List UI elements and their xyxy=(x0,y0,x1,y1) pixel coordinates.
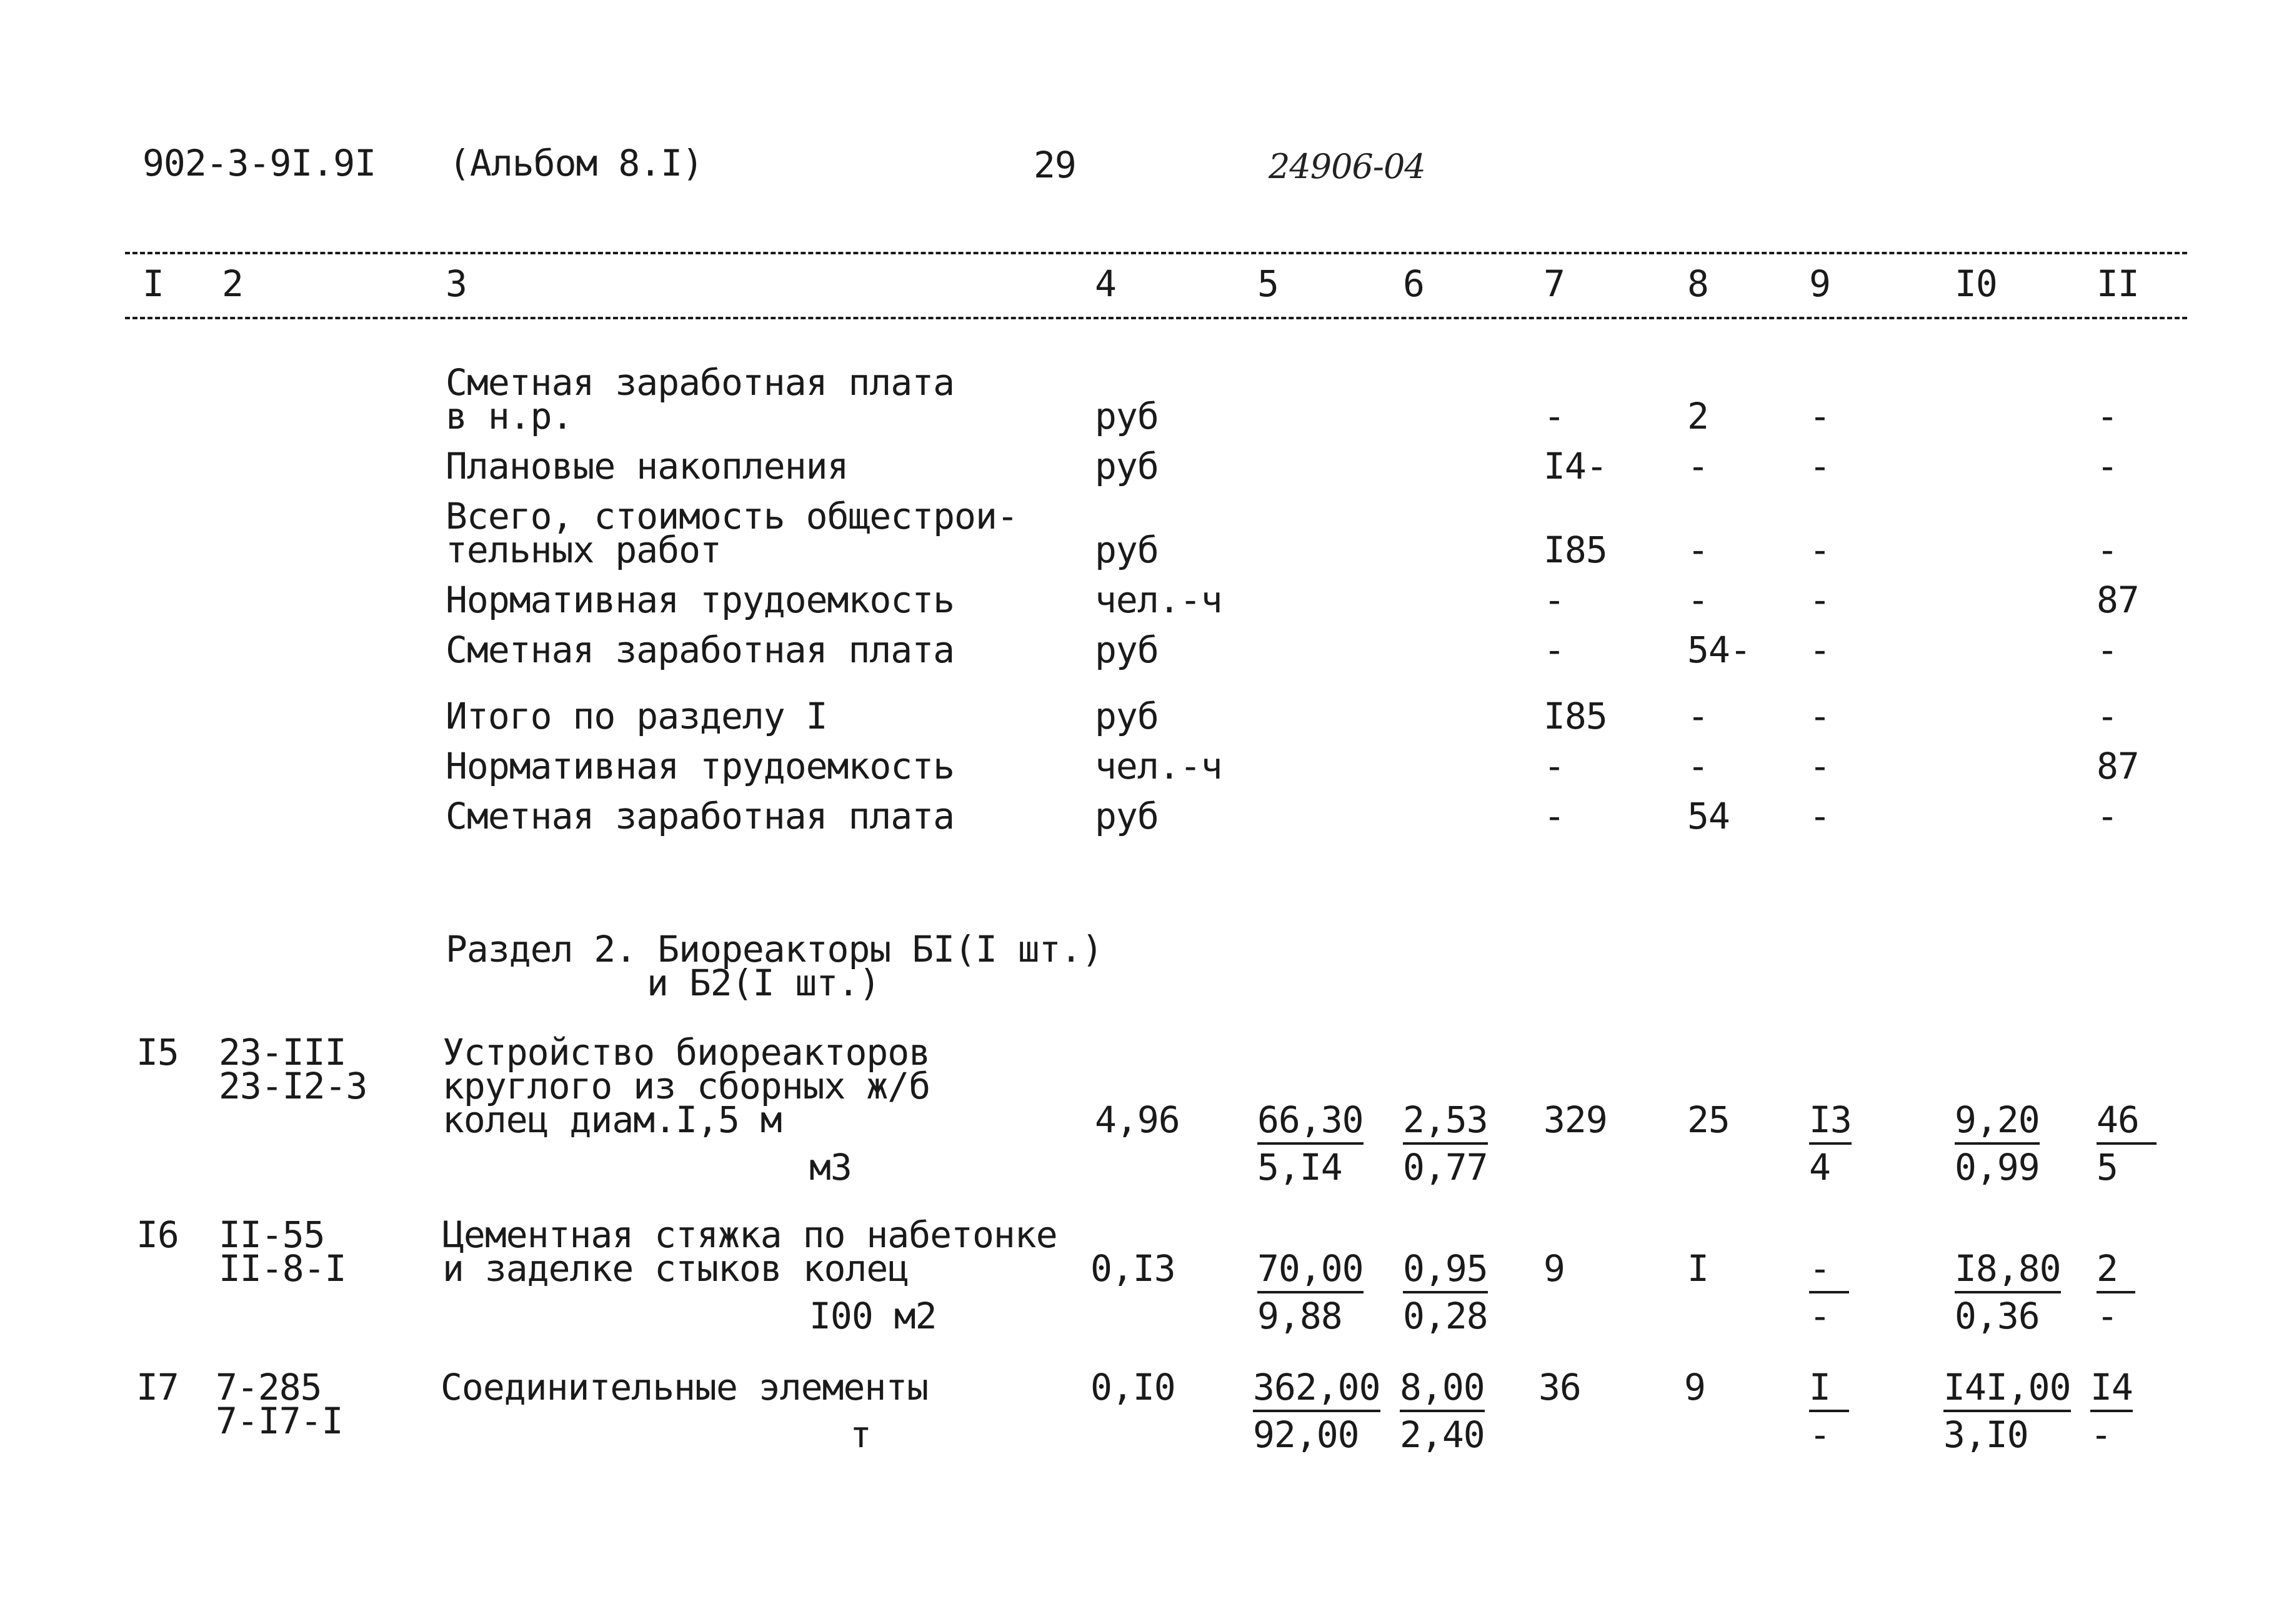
item-name: Соединительные элементы xyxy=(441,1366,929,1408)
row-c11: - xyxy=(2097,445,2118,487)
col-header-7: 7 xyxy=(1543,262,1565,305)
item-c11-value: I4 xyxy=(2090,1366,2133,1412)
row-c11: - xyxy=(2097,795,2118,837)
col-header-1: I xyxy=(142,262,164,305)
item-c5-top xyxy=(1253,1366,1380,1408)
row-c9: - xyxy=(1809,445,1830,487)
item-c10-top xyxy=(1943,1366,2071,1408)
item-c6-value: 8,00 xyxy=(1400,1366,1485,1412)
row-c9: - xyxy=(1809,579,1830,621)
item-c6-top xyxy=(1403,1247,1488,1290)
item-c10-top xyxy=(1955,1247,2061,1290)
item-unit: I00 м2 xyxy=(809,1295,937,1337)
item-code-alt: II-8-I xyxy=(219,1247,346,1290)
row-c9: - xyxy=(1809,629,1830,671)
item-c11-top xyxy=(2090,1366,2133,1408)
row-c8: - xyxy=(1687,695,1708,737)
item-c9-value: - xyxy=(1809,1247,1849,1293)
item-code: 7-285 xyxy=(216,1366,322,1408)
col-header-4: 4 xyxy=(1095,262,1116,305)
item-c9-value: I xyxy=(1809,1366,1849,1412)
item-c10-value: I8,80 xyxy=(1955,1247,2061,1293)
col-header-6: 6 xyxy=(1403,262,1424,305)
row-name: Нормативная трудоемкость xyxy=(446,579,955,621)
item-c10-bottom: 0,99 xyxy=(1955,1146,2040,1188)
row-c8: - xyxy=(1687,445,1708,487)
row-c7: I85 xyxy=(1543,695,1607,737)
item-quantity: 0,I3 xyxy=(1090,1247,1175,1290)
item-c7: 36 xyxy=(1538,1366,1581,1408)
page-number: 29 xyxy=(1034,144,1076,186)
item-c10-bottom: 3,I0 xyxy=(1943,1413,2028,1456)
item-c5-bottom: 9,88 xyxy=(1257,1295,1342,1337)
header-rule-bottom xyxy=(125,317,2187,319)
item-name: Цементная стяжка по набетонке xyxy=(442,1213,1057,1256)
header-rule-top xyxy=(125,252,2187,254)
item-number: I6 xyxy=(136,1213,179,1256)
row-c8: - xyxy=(1687,745,1708,787)
row-name: Итого по разделу I xyxy=(446,695,827,737)
item-c6-top xyxy=(1403,1098,1488,1141)
item-c10-top xyxy=(1955,1098,2040,1141)
row-c11: - xyxy=(2097,629,2118,671)
row-name: Сметная заработная плата xyxy=(446,361,955,404)
row-name: Сметная заработная плата xyxy=(446,795,955,837)
item-c8: 25 xyxy=(1687,1098,1730,1141)
row-c8: 2 xyxy=(1687,395,1708,437)
item-c7: 329 xyxy=(1543,1098,1607,1141)
row-unit: чел.-ч xyxy=(1095,579,1222,621)
item-name-cont: колец диам.I,5 м xyxy=(442,1098,782,1141)
item-c5-bottom: 5,I4 xyxy=(1257,1146,1342,1188)
row-c7: - xyxy=(1543,795,1565,837)
row-c7: - xyxy=(1543,629,1565,671)
col-header-9: 9 xyxy=(1809,262,1830,305)
item-code-alt: 7-I7-I xyxy=(216,1400,343,1442)
row-unit: чел.-ч xyxy=(1095,745,1222,787)
row-name: Плановые накопления xyxy=(446,445,849,487)
row-unit: руб xyxy=(1095,695,1159,737)
item-c10-value: I4I,00 xyxy=(1943,1366,2071,1412)
item-c5-value: 66,30 xyxy=(1257,1098,1364,1145)
item-c9-value: I3 xyxy=(1809,1098,1852,1145)
col-header-10: I0 xyxy=(1955,262,1997,305)
item-c5-top xyxy=(1257,1098,1364,1141)
col-header-3: 3 xyxy=(446,262,467,305)
row-c8: 54- xyxy=(1687,629,1751,671)
row-c11: - xyxy=(2097,395,2118,437)
item-c6-value: 2,53 xyxy=(1403,1098,1488,1145)
item-c11-bottom: 5 xyxy=(2097,1146,2118,1188)
item-c11-bottom: - xyxy=(2097,1295,2118,1337)
item-c6-bottom: 0,28 xyxy=(1403,1295,1488,1337)
item-c6-value: 0,95 xyxy=(1403,1247,1488,1293)
row-name-cont: тельных работ xyxy=(446,529,721,571)
col-header-5: 5 xyxy=(1257,262,1279,305)
row-c11: - xyxy=(2097,529,2118,571)
row-c9: - xyxy=(1809,795,1830,837)
item-code-alt: 23-I2-3 xyxy=(219,1065,367,1107)
row-c7: - xyxy=(1543,745,1565,787)
item-c9-top xyxy=(1809,1098,1852,1141)
row-name-cont: в н.р. xyxy=(446,395,573,437)
row-c7: I4- xyxy=(1543,445,1607,487)
row-c8: - xyxy=(1687,579,1708,621)
row-unit: руб xyxy=(1095,445,1159,487)
row-c7: - xyxy=(1543,579,1565,621)
row-unit: руб xyxy=(1095,629,1159,671)
item-c11-top xyxy=(2097,1098,2157,1141)
row-c11: - xyxy=(2097,695,2118,737)
row-c11: 87 xyxy=(2097,579,2139,621)
col-header-2: 2 xyxy=(222,262,243,305)
row-c11: 87 xyxy=(2097,745,2139,787)
item-number: I5 xyxy=(136,1031,179,1074)
item-c6-bottom: 0,77 xyxy=(1403,1146,1488,1188)
item-c10-bottom: 0,36 xyxy=(1955,1295,2040,1337)
item-name-cont: круглого из сборных ж/б xyxy=(442,1065,930,1107)
col-header-8: 8 xyxy=(1687,262,1708,305)
row-c7: - xyxy=(1543,395,1565,437)
row-c9: - xyxy=(1809,529,1830,571)
item-c8: I xyxy=(1687,1247,1708,1290)
section-title: Раздел 2. Биореакторы БI(I шт.) xyxy=(446,928,1103,970)
item-c11-bottom: - xyxy=(2090,1413,2112,1456)
item-c6-bottom: 2,40 xyxy=(1400,1413,1485,1456)
item-quantity: 0,I0 xyxy=(1090,1366,1175,1408)
row-c8: 54 xyxy=(1687,795,1730,837)
item-c5-value: 362,00 xyxy=(1253,1366,1380,1412)
item-unit: м3 xyxy=(809,1146,852,1188)
item-c7: 9 xyxy=(1543,1247,1565,1290)
item-c10-value: 9,20 xyxy=(1955,1098,2040,1145)
item-unit: т xyxy=(850,1413,871,1456)
row-unit: руб xyxy=(1095,529,1159,571)
row-c9: - xyxy=(1809,745,1830,787)
item-c5-top xyxy=(1257,1247,1364,1290)
item-c11-value: 46 xyxy=(2097,1098,2157,1145)
item-c6-top xyxy=(1400,1366,1485,1408)
item-code: 23-III xyxy=(219,1031,346,1074)
row-c7: I85 xyxy=(1543,529,1607,571)
item-c11-top xyxy=(2097,1247,2135,1290)
item-c9-top xyxy=(1809,1366,1849,1408)
row-unit: руб xyxy=(1095,395,1159,437)
row-c8: - xyxy=(1687,529,1708,571)
item-name: Устройство биореакторов xyxy=(442,1031,930,1074)
item-quantity: 4,96 xyxy=(1095,1098,1180,1141)
item-c11-value: 2 xyxy=(2097,1247,2135,1293)
row-name: Сметная заработная плата xyxy=(446,629,955,671)
section-title-cont: и Б2(I шт.) xyxy=(647,962,880,1004)
item-c9-bottom: 4 xyxy=(1809,1146,1830,1188)
col-header-11: II xyxy=(2097,262,2139,305)
item-c9-bottom: - xyxy=(1809,1295,1830,1337)
item-c9-bottom: - xyxy=(1809,1413,1830,1456)
row-unit: руб xyxy=(1095,795,1159,837)
row-c9: - xyxy=(1809,395,1830,437)
item-name-cont: и заделке стыков колец xyxy=(442,1247,909,1290)
row-name: Всего, стоимость общестрои- xyxy=(446,495,1018,537)
doc-code: 902-3-9I.9I xyxy=(142,142,376,184)
row-c9: - xyxy=(1809,695,1830,737)
item-c5-value: 70,00 xyxy=(1257,1247,1364,1293)
item-number: I7 xyxy=(136,1366,179,1408)
item-c8: 9 xyxy=(1684,1366,1705,1408)
album-label: (Альбом 8.I) xyxy=(449,142,704,184)
item-c5-bottom: 92,00 xyxy=(1253,1413,1359,1456)
row-name: Нормативная трудоемкость xyxy=(446,745,955,787)
item-c9-top xyxy=(1809,1247,1849,1290)
handwritten-number: 24906-04 xyxy=(1269,147,1425,186)
item-code: II-55 xyxy=(219,1213,325,1256)
